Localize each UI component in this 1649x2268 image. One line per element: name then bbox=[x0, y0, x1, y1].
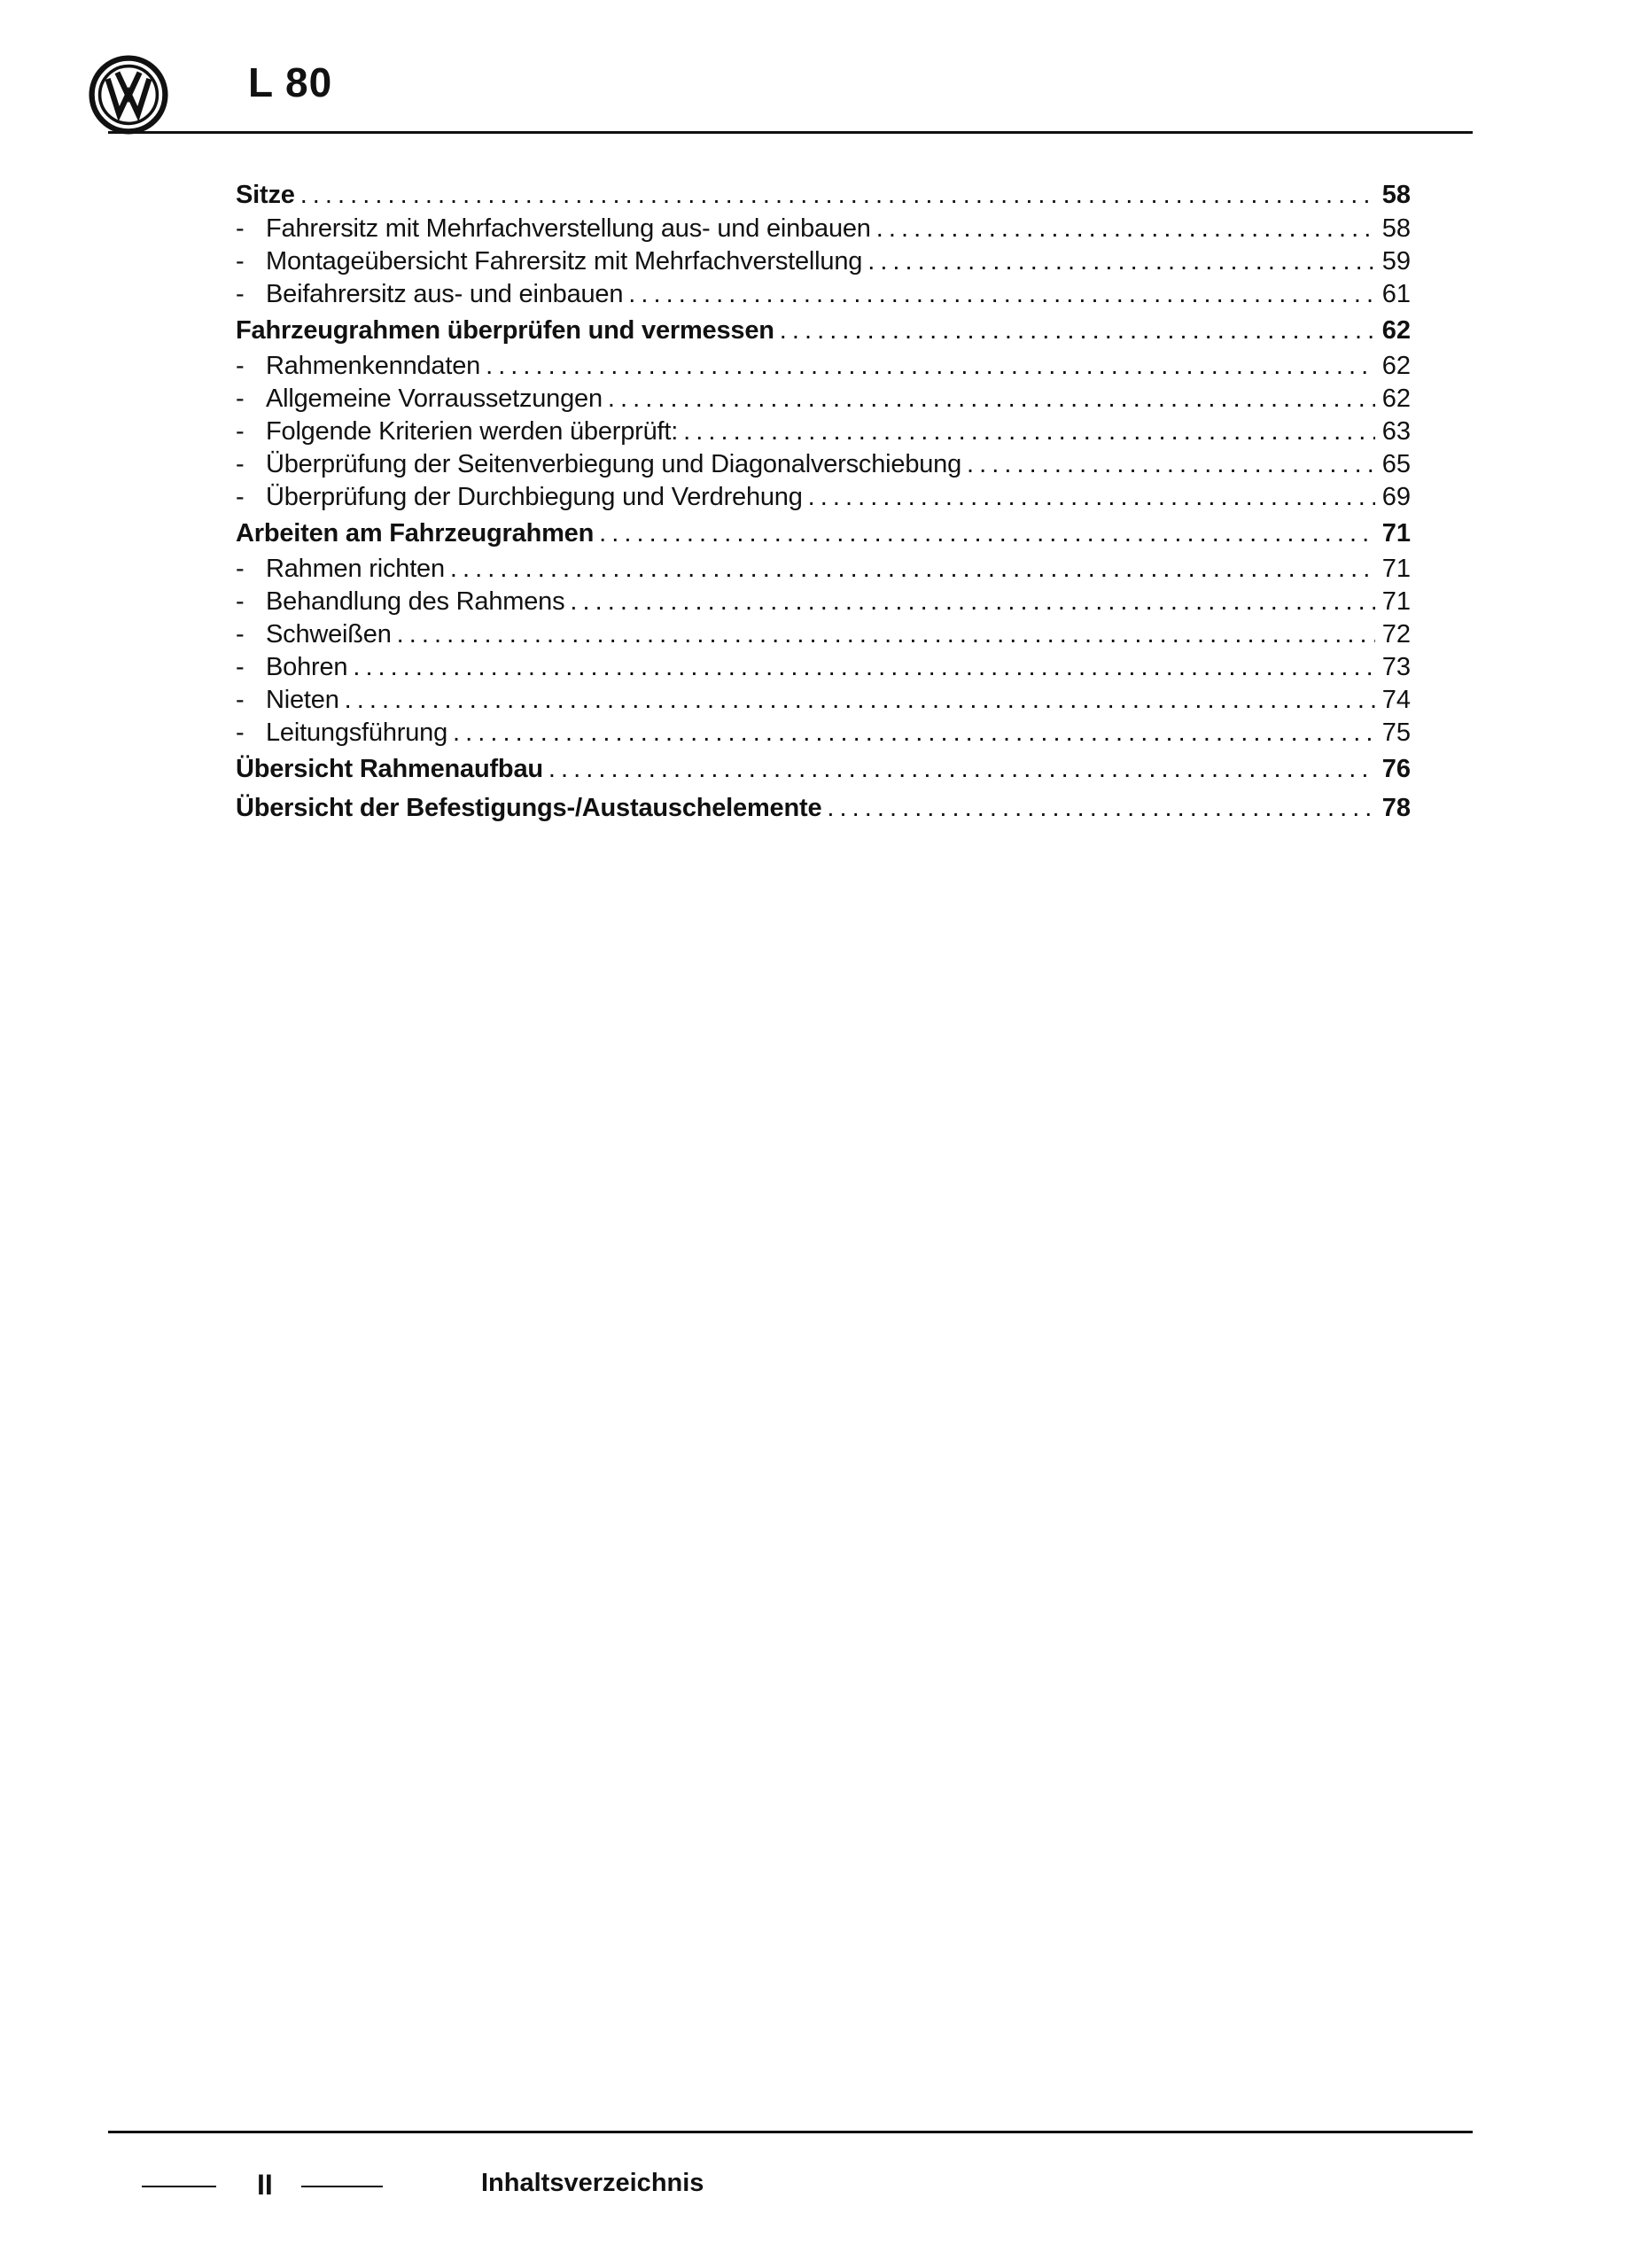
toc-page-number: 58 bbox=[1381, 214, 1411, 243]
toc-subsection-entry bbox=[236, 717, 1411, 750]
toc-entry-label: Schweißen bbox=[266, 620, 392, 649]
toc-dot-leader bbox=[821, 788, 1375, 827]
toc-section-entry bbox=[236, 750, 1411, 788]
toc-subsection-entry bbox=[236, 416, 1411, 448]
toc-section-entry bbox=[236, 514, 1411, 553]
toc-page-number: 71 bbox=[1381, 519, 1411, 548]
toc-dot-leader bbox=[447, 717, 1375, 750]
toc-bullet-dash: - bbox=[236, 280, 245, 308]
toc-page-number: 76 bbox=[1381, 755, 1411, 783]
toc-page-number: 62 bbox=[1381, 316, 1411, 345]
toc-entry-label: Nieten bbox=[266, 686, 339, 714]
toc-entry-label: Bohren bbox=[266, 653, 348, 681]
toc-page-number: 62 bbox=[1381, 352, 1411, 380]
toc-dot-leader bbox=[871, 213, 1375, 245]
model-title: L 80 bbox=[248, 59, 333, 105]
toc-dot-leader bbox=[603, 383, 1375, 416]
toc-bullet-dash: - bbox=[236, 417, 245, 446]
toc-subsection-entry bbox=[236, 684, 1411, 717]
vw-logo-icon bbox=[89, 55, 168, 135]
toc-entry-label: Übersicht der Befestigungs-/Austauschelemente bbox=[236, 794, 822, 822]
toc-page-number: 59 bbox=[1381, 247, 1411, 276]
toc-bullet-dash: - bbox=[236, 352, 245, 380]
toc-entry-label: Überprüfung der Seitenverbiegung und Diagonalverschiebung bbox=[266, 450, 962, 478]
toc-bullet-dash: - bbox=[236, 620, 245, 649]
toc-subsection-entry bbox=[236, 651, 1411, 684]
toc-subsection-entry bbox=[236, 383, 1411, 416]
toc-dot-leader bbox=[678, 416, 1375, 448]
toc-bullet-dash: - bbox=[236, 247, 245, 276]
toc-page-number: 72 bbox=[1381, 620, 1411, 649]
toc-entry-label: Montageübersicht Fahrersitz mit Mehrfachverstellung bbox=[266, 247, 863, 276]
toc-page-number: 71 bbox=[1381, 555, 1411, 583]
toc-subsection-entry bbox=[236, 245, 1411, 278]
toc-subsection-entry bbox=[236, 481, 1411, 514]
toc-entry-label: Arbeiten am Fahrzeugrahmen bbox=[236, 519, 595, 548]
footer-dash-right bbox=[301, 2186, 383, 2187]
toc-page-number: 73 bbox=[1381, 653, 1411, 681]
toc-entry-label: Fahrzeugrahmen überprüfen und vermessen bbox=[236, 316, 774, 345]
toc-subsection-entry bbox=[236, 278, 1411, 311]
toc-entry-label: Rahmenkenndaten bbox=[266, 352, 481, 380]
table-of-contents bbox=[236, 177, 1411, 827]
toc-entry-label: Leitungsführung bbox=[266, 718, 447, 747]
toc-entry-label: Sitze bbox=[236, 181, 295, 209]
toc-dot-leader bbox=[961, 448, 1375, 481]
toc-subsection-entry bbox=[236, 586, 1411, 618]
footer-section-title: Inhaltsverzeichnis bbox=[481, 2169, 704, 2197]
toc-entry-label: Übersicht Rahmenaufbau bbox=[236, 755, 543, 783]
toc-dot-leader bbox=[295, 177, 1375, 213]
toc-dot-leader bbox=[543, 750, 1375, 788]
toc-dot-leader bbox=[445, 553, 1375, 586]
toc-entry-label: Fahrersitz mit Mehrfachverstellung aus- und einbauen bbox=[266, 214, 871, 243]
footer-rule bbox=[108, 2131, 1473, 2133]
toc-dot-leader bbox=[564, 586, 1375, 618]
toc-entry-label: Beifahrersitz aus- und einbauen bbox=[266, 280, 624, 308]
toc-dot-leader bbox=[862, 245, 1375, 278]
toc-page-number: 61 bbox=[1381, 280, 1411, 308]
toc-page-number: 63 bbox=[1381, 417, 1411, 446]
toc-page-number: 74 bbox=[1381, 686, 1411, 714]
toc-section-entry bbox=[236, 788, 1411, 827]
toc-bullet-dash: - bbox=[236, 214, 245, 243]
toc-page-number: 78 bbox=[1381, 794, 1411, 822]
footer-dash-left bbox=[142, 2186, 216, 2187]
footer-page-number: II bbox=[257, 2169, 273, 2201]
toc-dot-leader bbox=[594, 514, 1375, 553]
toc-entry-label: Folgende Kriterien werden überprüft: bbox=[266, 417, 679, 446]
toc-bullet-dash: - bbox=[236, 653, 245, 681]
toc-section-entry bbox=[236, 311, 1411, 350]
toc-section-entry bbox=[236, 177, 1411, 213]
toc-subsection-entry bbox=[236, 213, 1411, 245]
toc-bullet-dash: - bbox=[236, 718, 245, 747]
toc-bullet-dash: - bbox=[236, 483, 245, 511]
toc-bullet-dash: - bbox=[236, 384, 245, 413]
toc-page-number: 58 bbox=[1381, 181, 1411, 209]
toc-page-number: 75 bbox=[1381, 718, 1411, 747]
toc-bullet-dash: - bbox=[236, 587, 245, 616]
toc-page-number: 62 bbox=[1381, 384, 1411, 413]
toc-entry-label: Allgemeine Vorraussetzungen bbox=[266, 384, 603, 413]
toc-bullet-dash: - bbox=[236, 686, 245, 714]
toc-dot-leader bbox=[339, 684, 1375, 717]
toc-dot-leader bbox=[623, 278, 1375, 311]
toc-subsection-entry bbox=[236, 553, 1411, 586]
toc-subsection-entry bbox=[236, 448, 1411, 481]
toc-dot-leader bbox=[392, 618, 1375, 651]
toc-dot-leader bbox=[347, 651, 1375, 684]
toc-page-number: 65 bbox=[1381, 450, 1411, 478]
toc-subsection-entry bbox=[236, 618, 1411, 651]
header-rule bbox=[108, 131, 1473, 134]
toc-dot-leader bbox=[774, 311, 1375, 350]
toc-bullet-dash: - bbox=[236, 450, 245, 478]
toc-subsection-entry bbox=[236, 350, 1411, 383]
toc-entry-label: Rahmen richten bbox=[266, 555, 445, 583]
toc-bullet-dash: - bbox=[236, 555, 245, 583]
toc-entry-label: Überprüfung der Durchbiegung und Verdrehung bbox=[266, 483, 803, 511]
toc-page-number: 69 bbox=[1381, 483, 1411, 511]
toc-dot-leader bbox=[480, 350, 1375, 383]
toc-dot-leader bbox=[803, 481, 1375, 514]
toc-entry-label: Behandlung des Rahmens bbox=[266, 587, 565, 616]
toc-page-number: 71 bbox=[1381, 587, 1411, 616]
